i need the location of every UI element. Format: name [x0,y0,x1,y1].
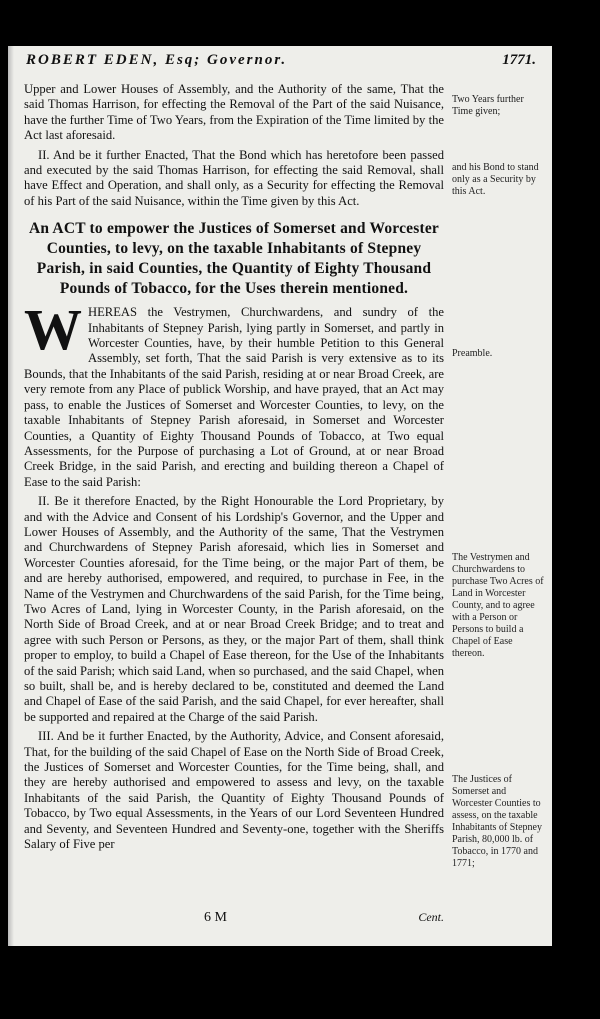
drop-cap: W [24,297,82,363]
act-title: An ACT to empower the Justices of Somerset and Worcester Counties, to levy, on the taxable Inhabitants of Stepney Parish, in said Counties, the Quantity of Eighty Thousand Pounds of Tobacco, for the Uses therein mentioned. [29,220,439,298]
catchword: Cent. [418,910,444,924]
document-page [8,46,552,946]
page-footer [24,910,444,930]
section-iii: III. And be it further Enacted, by the Authority, Advice, and Consent aforesaid, That, for the building of the said Chapel of Ease on the North Side of Broad Creek, the Justices of Somerset and Worcester Counties, for the Time being, shall, and they are hereby authorised and empowered to assess and levy, on the taxable Inhabitants of the said Parish, the Quantity of Eighty Thousand Pounds of Tobacco, by Two equal Assessments, in the Years of our Lord Seventeen Hundred and Seventy, and Seventeen Hundred and Seventy-one, together with the Sheriffs Salary of Five per [24,729,444,852]
margin-note-further-time: Two Years further Time given; [452,94,524,117]
body-text [24,82,444,856]
page-edge-shadow [8,46,14,946]
preamble-text: HEREAS the Vestrymen, Churchwardens, and sundry of the Inhabitants of Stepney Parish, lying partly in Somerset, and partly in Worcester Counties, have, by their humble Petition to this General Assembly, set forth, That the said Parish is very extensive as to its Bounds, that the Inhabitants of the said Parish, residing at or near Broad Creek, are very remote from any Place of publick Worship, and have prayed, that an Act may pass, to enable the Justices of Somerset and Worcester Counties, to levy, on the taxable Inhabitants of Stepney Parish aforesaid, in Somerset and Worcester Counties, a Quantity of Eighty Thousand Pounds of Tobacco, at Two equal Assessments, for the Purpose of purchasing a Lot of Ground, at or near Broad Creek Bridge, in the said Parish, and erecting and building thereon a Chapel of Ease to the said Parish: [24,305,444,489]
margin-note-vestrymen: The Vestrymen and Churchwardens to purchase Two Acres of Land in Worcester County, and to agree with a Person or Persons to build a Chapel of Ease thereon. [452,552,544,659]
section-ii: II. Be it therefore Enacted, by the Right Honourable the Lord Proprietary, by and with the Advice and Consent of his Lordship's Governor, and the Upper and Lower Houses of Assembly, and the Authority of the same, That the Vestrymen and Churchwardens of Stepney Parish aforesaid, which lies in Somerset and Worcester Counties aforesaid, for the Time being, or the major Part of them, be and are hereby authorised, empowered, and required, to purchase in Fee, in the Name of the Vestrymen and Churchwardens of the said Parish, for the Time being, Two Acres of Land, lying in Worcester County, in the Parish aforesaid, on the North Side of Broad Creek, and at or near Broad Creek Bridge; and to treat and agree with such Person or Persons, as they, or the major Part of them, shall think proper to employ, to build a Chapel of Ease thereon, for the Use of the Inhabitants of the said Parish; which said Land, when so purchased, and the said Chapel, when so built, shall be, and is hereby declared to be, constituted and deemed the Land and Chapel of Ease of the said Parish, and the said Chapel, for ever hereafter, shall be supported and repaired at the Charge of the said Parish. [24,494,444,724]
preamble [24,297,444,490]
section-ii-previous-act: II. And be it further Enacted, That the Bond which has heretofore been passed and executed by the said Thomas Harrison, for effecting the said Removal, shall have Effect and Operation, and shall only, as a Security for effecting the Removal of his Part of the said Nuisance, within the Time given by this Act. [24,147,444,208]
page-header [26,52,536,76]
margin-note-preamble: Preamble. [452,348,493,359]
running-head: ROBERT EDEN, Esq; Governor. [26,52,288,68]
intro-paragraph: Upper and Lower Houses of Assembly, and the Authority of the same, That the said Thomas Harrison, for effecting the Removal of the Part of the said Nuisance, have the further Time of Two Years, from the Expiration of the Time limited by the Act last aforesaid. [24,82,444,143]
margin-note-bond: and his Bond to stand only as a Security by this Act. [452,162,539,197]
page-number: 1771. [502,52,536,68]
signature-mark: 6 M [204,910,227,925]
margin-note-justices: The Justices of Somerset and Worcester Counties to assess, on the taxable Inhabitants of Stepney Parish, 80,000 lb. of Tobacco, in 1770 and 1771; [452,774,542,869]
